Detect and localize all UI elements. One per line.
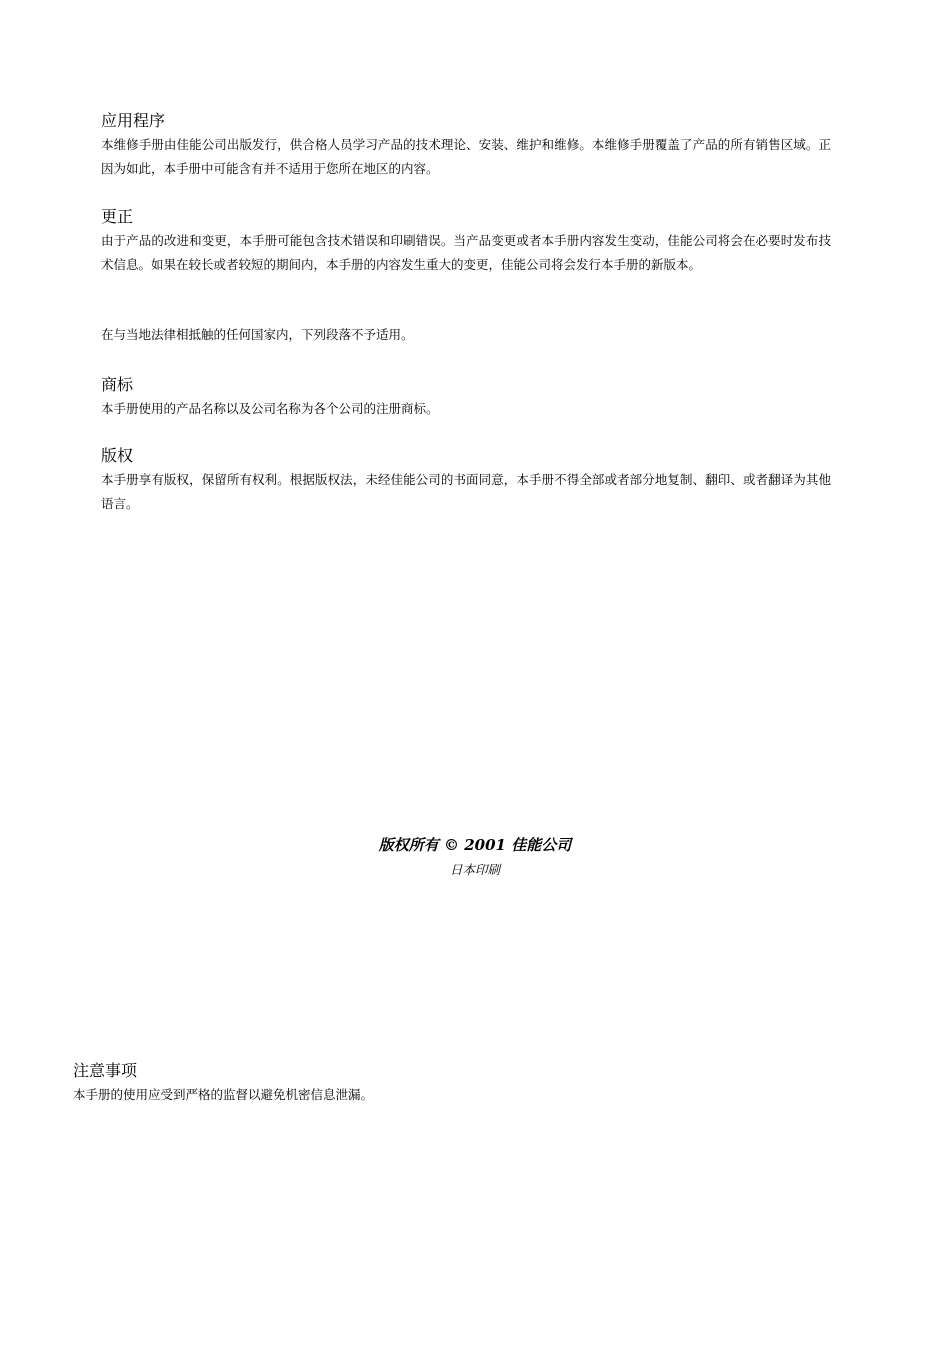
copyright-heading: 版权 [101, 446, 134, 465]
notice-text: 本手册的使用应受到严格的监督以避免机密信息泄漏。 [73, 1087, 374, 1102]
trademarks-heading: 商标 [101, 375, 134, 394]
section-law-note [101, 323, 831, 347]
section-trademarks [101, 375, 831, 421]
copyright-text: 本手册享有版权，保留所有权利。根据版权法，未经佳能公司的书面同意，本手册不得全部或者部分地复制、翻印、或者翻译为其他语言。 [101, 472, 831, 511]
corrections-text: 由于产品的改进和变更，本手册可能包含技术错误和印刷错误。当产品变更或者本手册内容发生变动，佳能公司将会在必要时发布技术信息。如果在较长或者较短的期间内，本手册的内容发生重大的变更，佳能公司将会发行本手册的新版本。 [101, 233, 831, 272]
section-copyright [101, 446, 831, 516]
trademarks-text: 本手册使用的产品名称以及公司名称为各个公司的注册商标。 [101, 401, 439, 416]
copyright-line: 版权所有 © 2001 佳能公司 [378, 836, 572, 854]
section-application [101, 111, 831, 181]
copyright-footer [0, 834, 950, 880]
application-text: 本维修手册由佳能公司出版发行，供合格人员学习产品的技术理论、安装、维护和维修。本维修手册覆盖了产品的所有销售区域。正因为如此，本手册中可能含有并不适用于您所在地区的内容。 [101, 137, 831, 176]
law-note-text: 在与当地法律相抵触的任何国家内，下列段落不予适用。 [101, 327, 414, 342]
section-corrections [101, 207, 831, 277]
corrections-heading: 更正 [101, 207, 134, 226]
application-heading: 应用程序 [101, 111, 166, 130]
notice-heading: 注意事项 [73, 1061, 138, 1080]
printed-in-line: 日本印刷 [449, 862, 500, 877]
section-notice [73, 1061, 833, 1107]
